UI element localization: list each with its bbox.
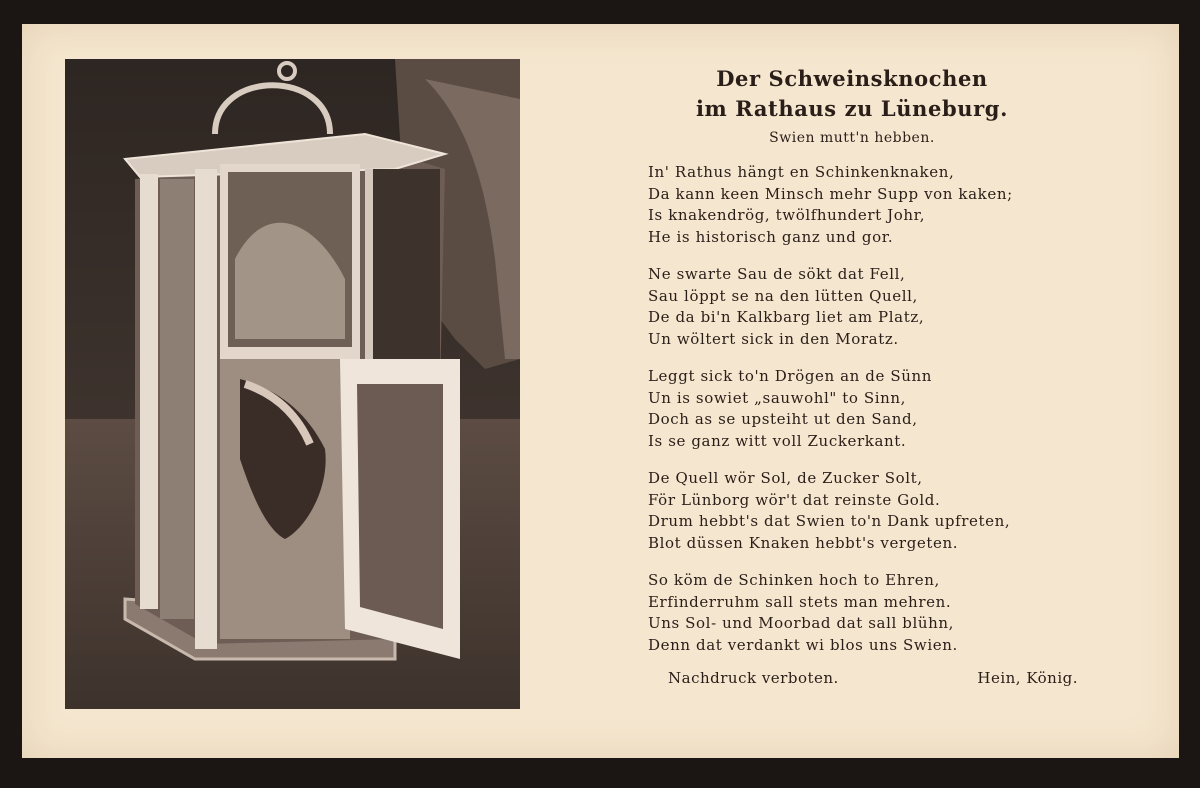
verse-line: Doch as se upsteiht ut den Sand,: [648, 410, 918, 428]
verse-line: Un wöltert sick in den Moratz.: [648, 329, 899, 348]
verse-line: So köm de Schinken hoch to Ehren,: [648, 571, 940, 589]
verse-line: Da kann keen Minsch mehr Supp von kaken;: [648, 184, 1013, 203]
copyright-notice: Nachdruck verboten.: [668, 669, 839, 687]
verse-line: Sau löppt se na den lütten Quell,: [648, 286, 918, 305]
poem-subtitle: Swien mutt'n hebben.: [769, 130, 935, 146]
verse-line: Drum hebbt's dat Swien to'n Dank upfreten,: [648, 512, 1011, 530]
postcard: [22, 24, 1179, 758]
verse-line: De Quell wör Sol, de Zucker Solt,: [648, 469, 923, 487]
verse-line: Leggt sick to'n Drögen an de Sünn: [648, 367, 933, 385]
poem-block: [622, 64, 1142, 656]
stanza: [622, 468, 1142, 554]
stanza: [622, 366, 1142, 452]
verse-line: Is se ganz witt voll Zuckerkant.: [648, 431, 907, 450]
verse-line: Blot düssen Knaken hebbt's vergeten.: [648, 533, 959, 552]
stanza: [622, 570, 1142, 656]
verse-line: Is knakendrög, twölfhundert Johr,: [648, 206, 926, 224]
verse-line: Erfinderruhm sall stets man mehren.: [648, 592, 952, 611]
verse-line: De da bi'n Kalkbarg liet am Platz,: [648, 308, 925, 326]
verse-line: För Lünborg wör't dat reinste Gold.: [648, 490, 941, 509]
verse-line: In' Rathus hängt en Schinkenknaken,: [648, 163, 955, 181]
stanza: [622, 264, 1142, 350]
photo-display-case: [65, 59, 520, 709]
poem-footer: [668, 669, 1078, 687]
display-case-illustration: [65, 59, 520, 709]
stanza: [622, 162, 1142, 248]
verse-line: Denn dat verdankt wi blos uns Swien.: [648, 635, 958, 654]
author-signature: Hein, König.: [977, 669, 1078, 687]
verse-line: Uns Sol- und Moorbad dat sall blühn,: [648, 614, 954, 632]
verse-line: Un is sowiet „sauwohl" to Sinn,: [648, 388, 907, 407]
poem-title-line-2: im Rathaus zu Lüneburg.: [695, 96, 1008, 121]
verse-line: Ne swarte Sau de sökt dat Fell,: [648, 265, 906, 283]
poem-title-line-1: Der Schweinsknochen: [716, 66, 988, 91]
verse-line: He is historisch ganz und gor.: [648, 227, 894, 246]
